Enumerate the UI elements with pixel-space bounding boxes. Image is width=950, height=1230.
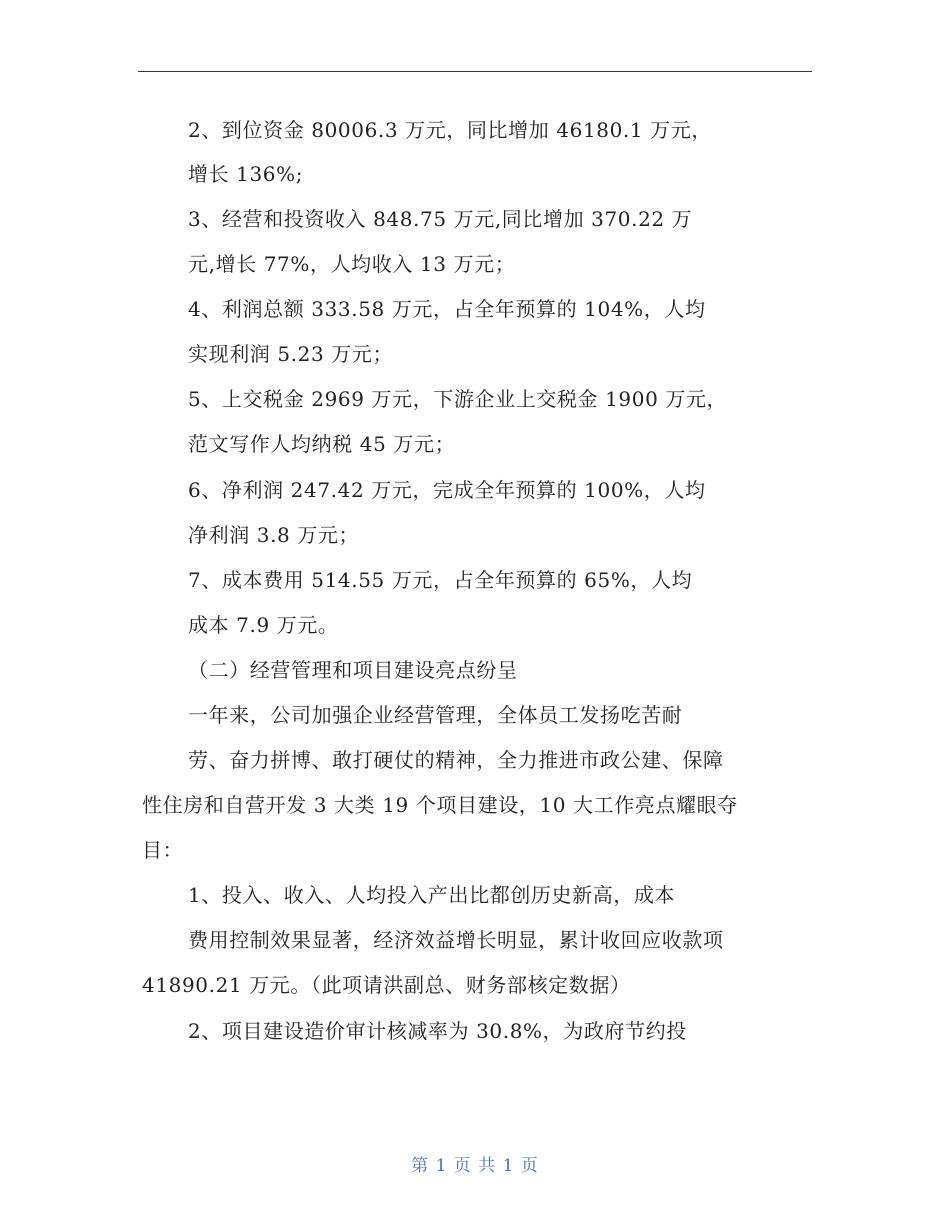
text-line: 一年来，公司加强企业经营管理，全体员工发扬吃苦耐 bbox=[188, 703, 683, 727]
text-line: 目： bbox=[142, 838, 184, 862]
text-line: 范文写作人均纳税 45 万元； bbox=[188, 432, 456, 456]
text-line: 增长 136%; bbox=[188, 162, 304, 186]
text-line: 2、到位资金 80006.3 万元，同比增加 46180.1 万元， bbox=[188, 118, 712, 142]
text-line: 7、成本费用 514.55 万元，占全年预算的 65%，人均 bbox=[188, 568, 693, 592]
header-rule bbox=[138, 71, 812, 72]
section-heading: （二）经营管理和项目建设亮点纷呈 bbox=[188, 658, 518, 682]
text-line: 性住房和自营开发 3 大类 19 个项目建设，10 大工作亮点耀眼夺 bbox=[142, 793, 738, 817]
text-line: 费用控制效果显著，经济效益增长明显，累计收回应收款项 bbox=[188, 928, 724, 952]
text-line: 实现利润 5.23 万元； bbox=[188, 342, 394, 366]
page-number-footer: 第 1 页 共 1 页 bbox=[411, 1156, 539, 1176]
text-line: 净利润 3.8 万元； bbox=[188, 523, 360, 547]
text-line: 4、利润总额 333.58 万元，占全年预算的 104%，人均 bbox=[188, 297, 706, 321]
text-line: 元,增长 77%，人均收入 13 万元； bbox=[188, 252, 516, 276]
text-line: 2、项目建设造价审计核减率为 30.8%，为政府节约投 bbox=[188, 1019, 687, 1043]
text-line: 3、经营和投资收入 848.75 万元,同比增加 370.22 万 bbox=[188, 207, 693, 231]
text-line: 41890.21 万元。（此项请洪副总、财务部核定数据） bbox=[142, 973, 631, 997]
text-line: 6、净利润 247.42 万元，完成全年预算的 100%，人均 bbox=[188, 478, 706, 502]
text-line: 成本 7.9 万元。 bbox=[188, 613, 339, 637]
text-line: 1、投入、收入、人均投入产出比都创历史新高，成本 bbox=[188, 883, 676, 907]
text-line: 劳、奋力拼博、敢打硬仗的精神，全力推进市政公建、保障 bbox=[188, 748, 724, 772]
text-line: 5、上交税金 2969 万元，下游企业上交税金 1900 万元， bbox=[188, 387, 728, 411]
